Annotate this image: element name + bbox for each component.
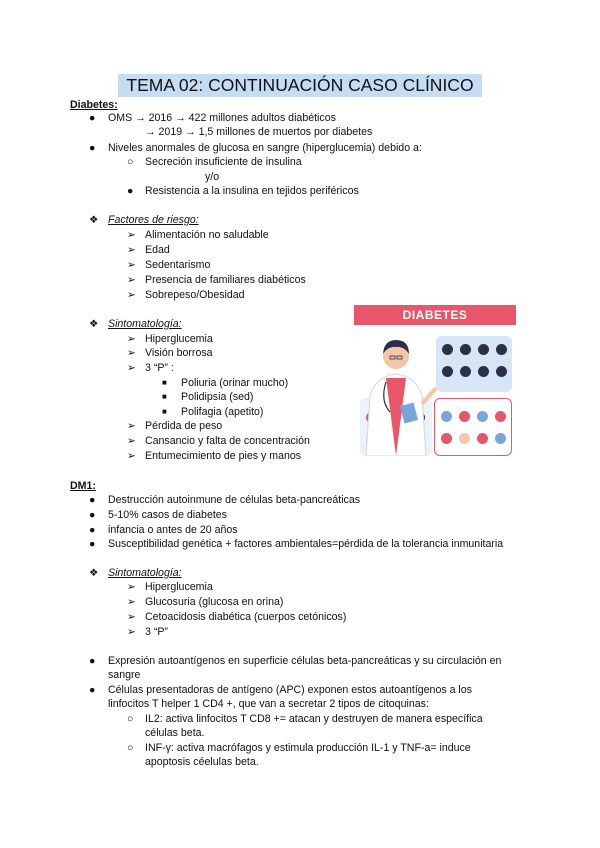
secrecion-text: Secreción insuficiente de insulina [145,156,302,168]
arrow-bullet: ➢ [127,347,136,359]
complications-panel [434,398,512,456]
yo-text: y/o [205,171,220,183]
factor-item: Presencia de familiares diabéticos [145,274,306,286]
oms-line-2: → 2019 → 1,5 millones de muertos por diabetes [145,126,373,138]
sintoma-item: 3 “P” : [145,362,174,374]
doctor-illustration [356,326,438,456]
arrow-bullet: ➢ [127,450,136,462]
circle-bullet: ○ [127,713,134,725]
sintoma-item: Visión borrosa [145,347,213,359]
sintoma-item: Cansancio y falta de concentración [145,435,310,447]
sintoma-item: Hiperglucemia [145,333,213,345]
arrow-bullet: ➢ [127,611,136,623]
diamond-bullet: ❖ [89,318,99,330]
complication-icon [459,433,470,444]
expresion-text: Expresión autoantígenos en superficie células beta-pancreáticas y su circulación en sangre [108,655,502,681]
inf-text: INF-γ: activa macrófagos y estimula producción IL-1 y TNF-a= induce apoptosis céelulas beta. [145,742,471,768]
bullet-dot: ● [89,142,96,154]
factores-heading: Factores de riesgo: [108,214,199,226]
complication-icon [441,411,452,422]
diabetes-infographic [354,302,516,458]
symptom-icon [460,344,471,355]
sintoma-item: Pérdida de peso [145,420,223,432]
page-title: TEMA 02: CONTINUACIÓN CASO CLÍNICO [118,74,482,97]
dm1-bullet: infancia o antes de 20 años [108,524,238,536]
bullet-dot: ● [89,509,96,521]
tres-p-item: Poliuria (orinar mucho) [181,377,289,389]
oms-line-1: OMS → 2016 → 422 millones adultos diabéticos [108,112,336,124]
bullet-dot: ● [89,655,96,667]
arrow-bullet: ➢ [127,435,136,447]
square-bullet: ■ [162,378,167,387]
infographic-banner: DIABETES [354,305,516,325]
complication-icon [495,411,506,422]
complication-icon [495,433,506,444]
bullet-dot: ● [89,112,96,124]
arrow-bullet: ➢ [127,289,136,301]
resistencia-text: Resistencia a la insulina en tejidos periféricos [145,185,359,197]
arrow-bullet: ➢ [127,596,136,608]
tres-p-item: Polidipsia (sed) [181,391,254,403]
complication-icon [477,433,488,444]
diabetes-heading: Diabetes: [70,99,118,111]
arrow-bullet: ➢ [127,333,136,345]
factor-item: Alimentación no saludable [145,229,269,241]
dm1-sintoma: Hiperglucemia [145,581,213,593]
arrow-bullet: ➢ [127,626,136,638]
bullet-dot: ● [127,185,134,197]
bullet-dot: ● [89,494,96,506]
bullet-dot: ● [89,538,96,550]
il2-text: IL2: activa linfocitos T CD8 += atacan y destruyen de manera específica células beta. [145,713,483,739]
symptom-icon [442,344,453,355]
symptoms-panel [436,336,512,392]
dm1-heading: DM1: [70,480,96,492]
arrow-bullet: ➢ [127,229,136,241]
square-bullet: ■ [162,407,167,416]
symptom-icon [460,366,471,377]
arrow-bullet: ➢ [127,420,136,432]
diamond-bullet: ❖ [89,567,99,579]
arrow-bullet: ➢ [127,362,136,374]
complication-icon [477,411,488,422]
arrow-bullet: ➢ [127,581,136,593]
circle-bullet: ○ [127,742,134,754]
complication-icon [459,411,470,422]
dm1-bullet: Destrucción autoinmune de células beta-pancreáticas [108,494,361,506]
complication-icon [441,433,452,444]
bullet-dot: ● [89,524,96,536]
symptom-icon [496,344,507,355]
dm1-sintomas-heading: Sintomatología: [108,567,182,579]
symptom-icon [478,344,489,355]
arrow-bullet: ➢ [127,259,136,271]
arrow-bullet: ➢ [127,244,136,256]
factor-item: Sobrepeso/Obesidad [145,289,245,301]
diamond-bullet: ❖ [89,214,99,226]
symptom-icon [496,366,507,377]
square-bullet: ■ [162,392,167,401]
arrow-bullet: ➢ [127,274,136,286]
symptom-icon [442,366,453,377]
tres-p-item: Polifagia (apetito) [181,406,264,418]
sintoma-item: Entumecimiento de pies y manos [145,450,302,462]
circle-bullet: ○ [127,156,134,168]
dm1-bullet: Susceptibilidad genética + factores ambientales=pérdida de la tolerancia inmunitaria [108,538,504,550]
celulas-text: Células presentadoras de antígeno (APC) exponen estos autoantígenos a los linfocitos T helper 1 CD4 +, que van a secretar 2 tipos de citoquinas: [108,684,472,710]
niveles-text: Niveles anormales de glucosa en sangre (hiperglucemia) debido a: [108,142,422,154]
factor-item: Sedentarismo [145,259,211,271]
dm1-bullet: 5-10% casos de diabetes [108,509,227,521]
dm1-sintoma: Cetoacidosis diabética (cuerpos cetónicos) [145,611,347,623]
dm1-sintoma: 3 “P” [145,626,168,638]
symptom-icon [478,366,489,377]
sintomas-heading: Sintomatología: [108,318,182,330]
bullet-dot: ● [89,684,96,696]
factor-item: Edad [145,244,170,256]
dm1-sintoma: Glucosuria (glucosa en orina) [145,596,284,608]
